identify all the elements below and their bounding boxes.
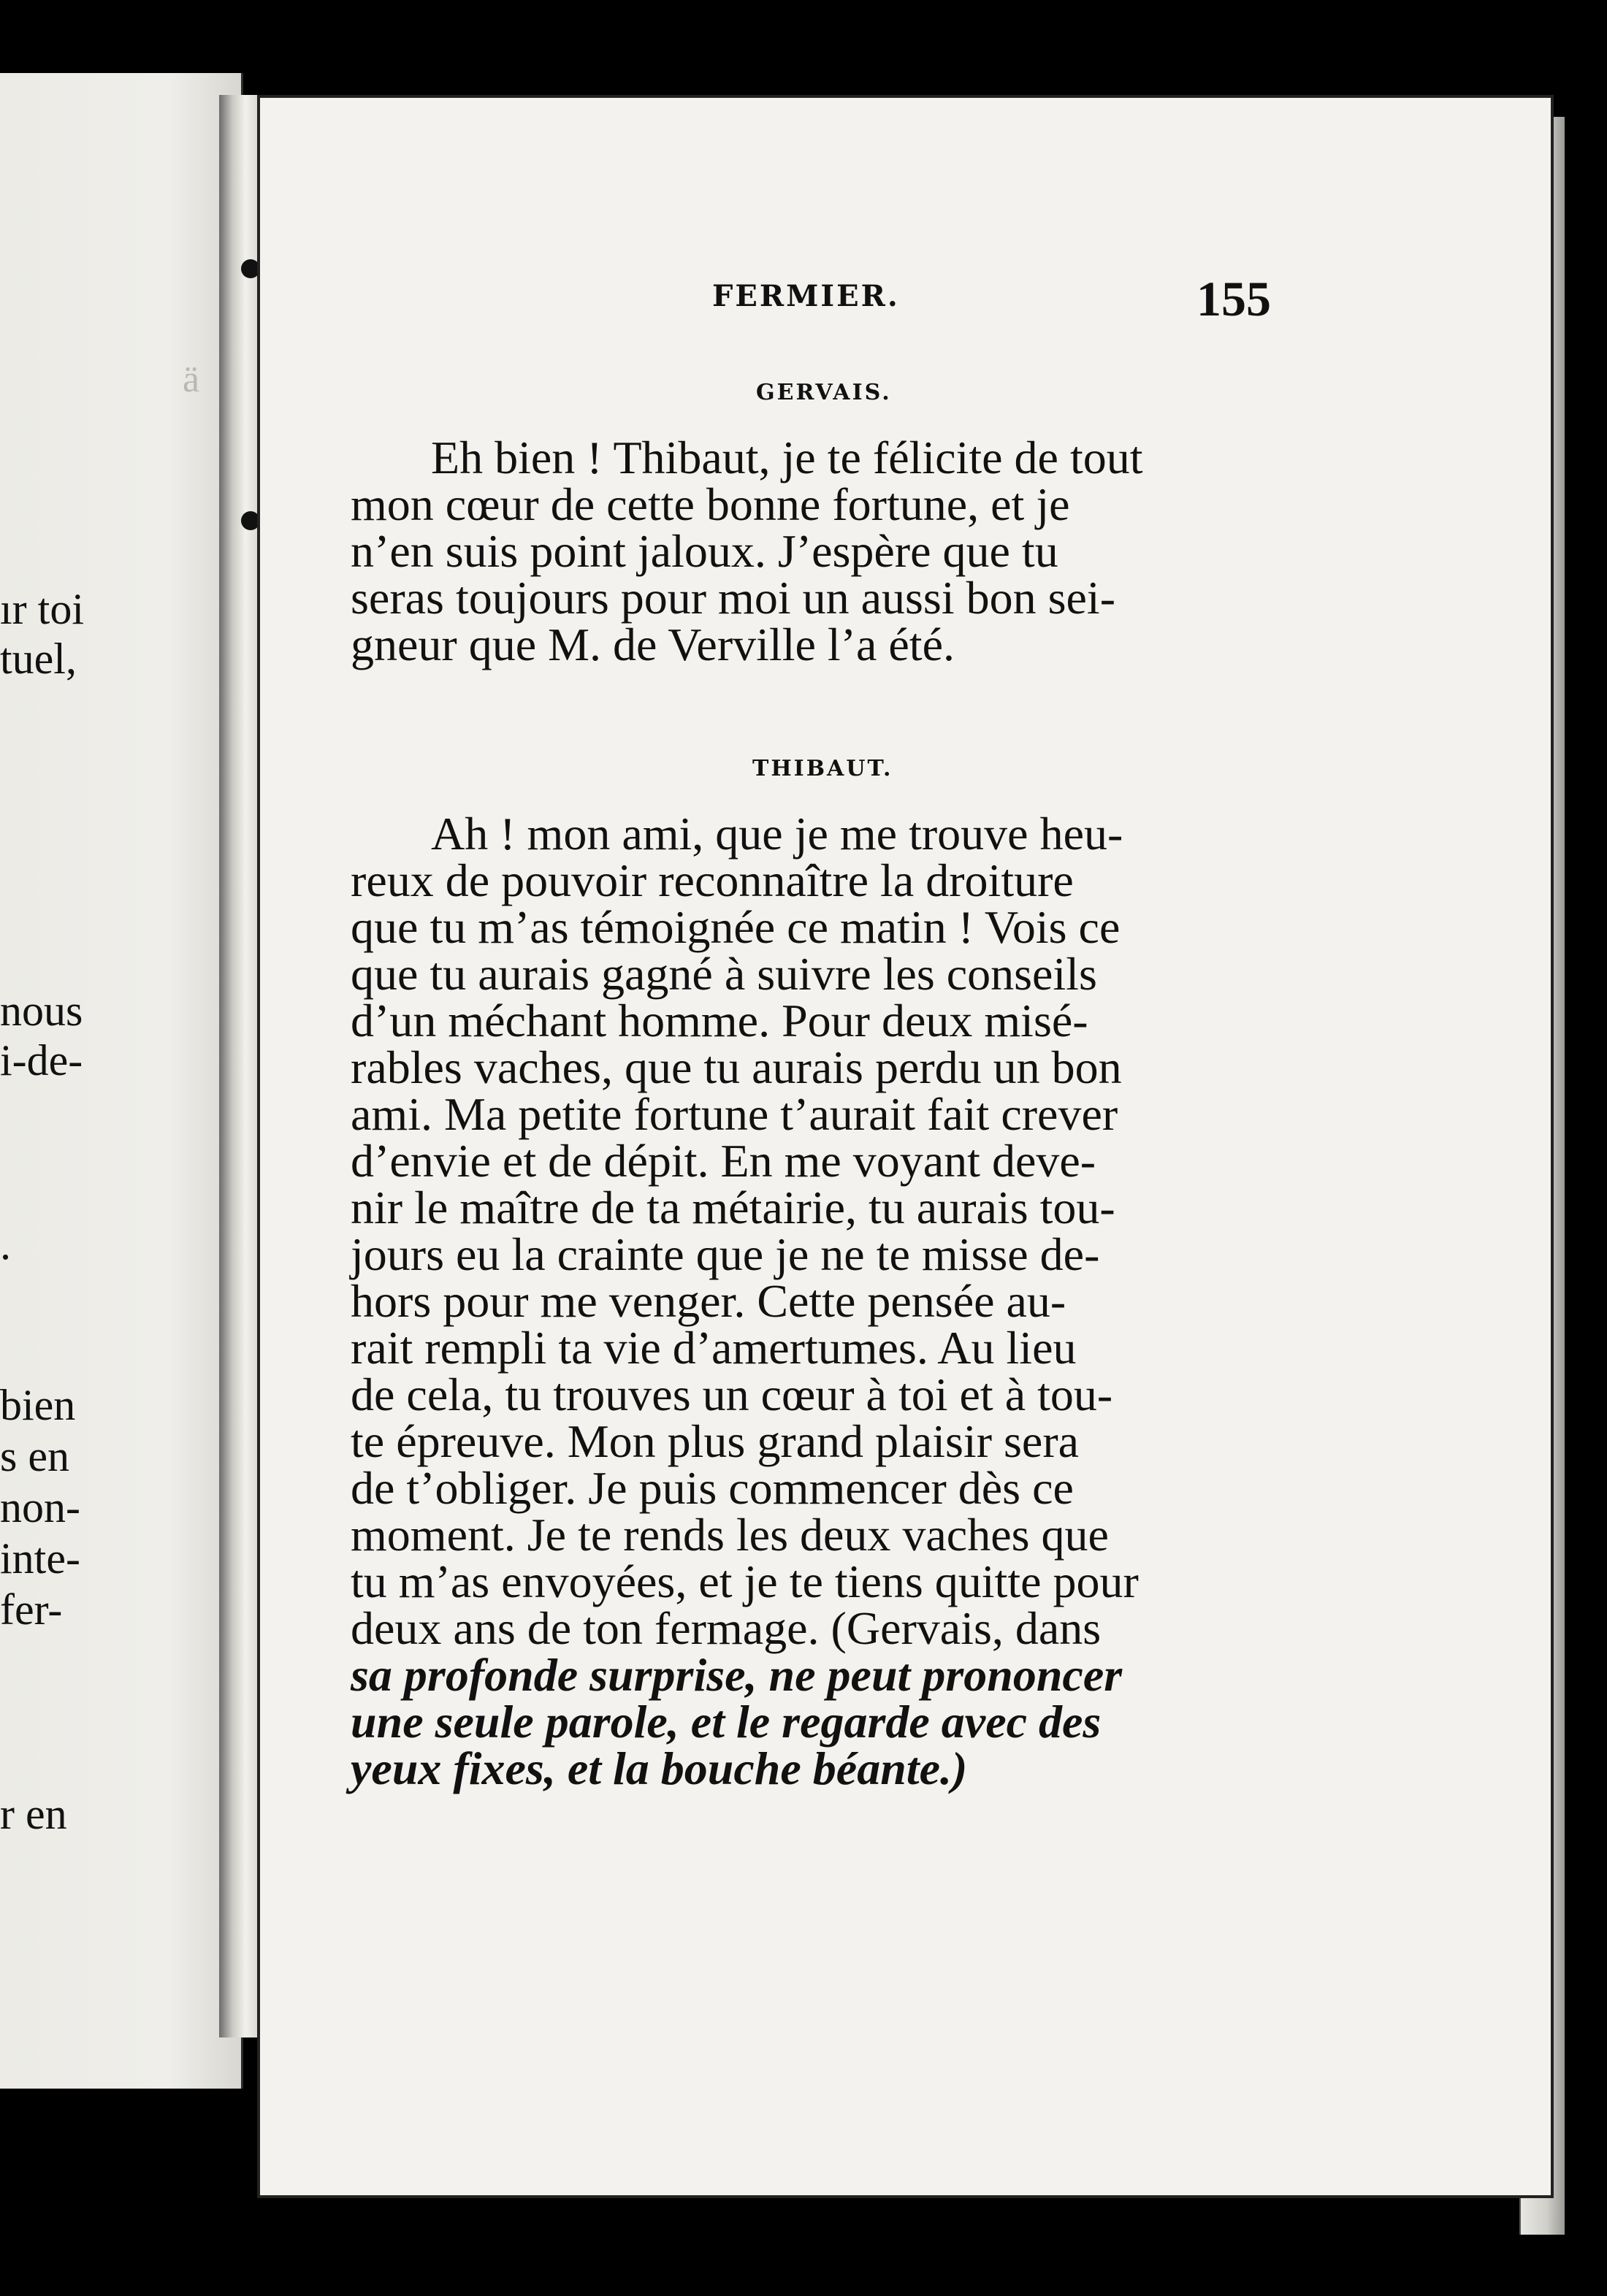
text-line: que tu m’as témoignée ce matin ! Vois ce: [351, 901, 1121, 953]
text-line: de t’obliger. Je puis commencer dès ce: [351, 1462, 1074, 1514]
text-line: gneur que M. de Verville l’a été.: [351, 619, 955, 670]
text-line: mon cœur de cette bonne fortune, et je: [351, 478, 1070, 530]
stage-direction-line: yeux fixes, et la bouche béante.): [351, 1742, 968, 1794]
speaker-heading: GERVAIS.: [756, 380, 892, 405]
text-line: jours eu la crainte que je ne te misse de-: [351, 1228, 1100, 1280]
left-fragment-8: non-: [0, 1483, 80, 1531]
text-line: d’envie et de dépit. En me voyant deve-: [351, 1135, 1096, 1187]
speaker-heading: THIBAUT.: [752, 756, 893, 781]
text-line: rables vaches, que tu aurais perdu un bon: [351, 1041, 1122, 1093]
text-line: Ah ! mon ami, que je me trouve heu-: [431, 808, 1123, 860]
text-line: rait rempli ta vie d’amertumes. Au lieu: [351, 1322, 1077, 1374]
text-line: que tu aurais gagné à suivre les conseils: [351, 948, 1097, 1000]
text-line: tu m’as envoyées, et je te tiens quitte pour: [351, 1555, 1139, 1607]
left-ghost-text: ä: [183, 359, 200, 400]
running-head: FERMIER.: [712, 279, 900, 313]
stage-direction-line: une seule parole, et le regarde avec des: [351, 1696, 1102, 1748]
text-line: nir le maître de ta métairie, tu aurais tou-: [351, 1182, 1115, 1233]
text-line: te épreuve. Mon plus grand plaisir sera: [351, 1415, 1080, 1467]
text-line: ami. Ma petite fortune t’aurait fait crever: [351, 1088, 1118, 1140]
left-fragment-2: tuel,: [0, 635, 77, 683]
left-fragment-3: nous: [0, 987, 83, 1035]
left-fragment-9: inte-: [0, 1534, 80, 1583]
text-line: moment. Je te rends les deux vaches que: [351, 1509, 1109, 1561]
text-line: hors pour me venger. Cette pensée au-: [351, 1275, 1066, 1327]
text-line: d’un méchant homme. Pour deux misé-: [351, 995, 1088, 1046]
text-line: reux de pouvoir reconnaître la droiture: [351, 854, 1074, 906]
left-facing-page: [0, 73, 243, 2089]
book-spine: [219, 95, 263, 2037]
text-line: Eh bien ! Thibaut, je te félicite de tout: [431, 432, 1143, 483]
speech-gervais: [351, 432, 1264, 670]
page-number: 155: [1196, 271, 1271, 326]
text-line: deux ans de ton fermage. (Gervais, dans: [351, 1602, 1102, 1654]
left-fragment-7: s en: [0, 1432, 69, 1480]
text-line: seras toujours pour moi un aussi bon sei-: [351, 572, 1115, 624]
text-line: n’en suis point jaloux. J’espère que tu: [351, 525, 1058, 577]
speech-thibaut: [351, 808, 1264, 1794]
left-fragment-4: i-de-: [0, 1036, 83, 1084]
left-fragment-6: bien: [0, 1381, 76, 1429]
text-line: de cela, tu trouves un cœur à toi et à tou-: [351, 1369, 1113, 1420]
left-fragment-1: ır toi: [0, 585, 84, 633]
stage-direction-line: sa profonde surprise, ne peut prononcer: [351, 1649, 1123, 1701]
left-fragment-11: r en: [0, 1790, 67, 1838]
left-fragment-5: .: [0, 1220, 11, 1268]
left-fragment-10: fer-: [0, 1585, 63, 1634]
